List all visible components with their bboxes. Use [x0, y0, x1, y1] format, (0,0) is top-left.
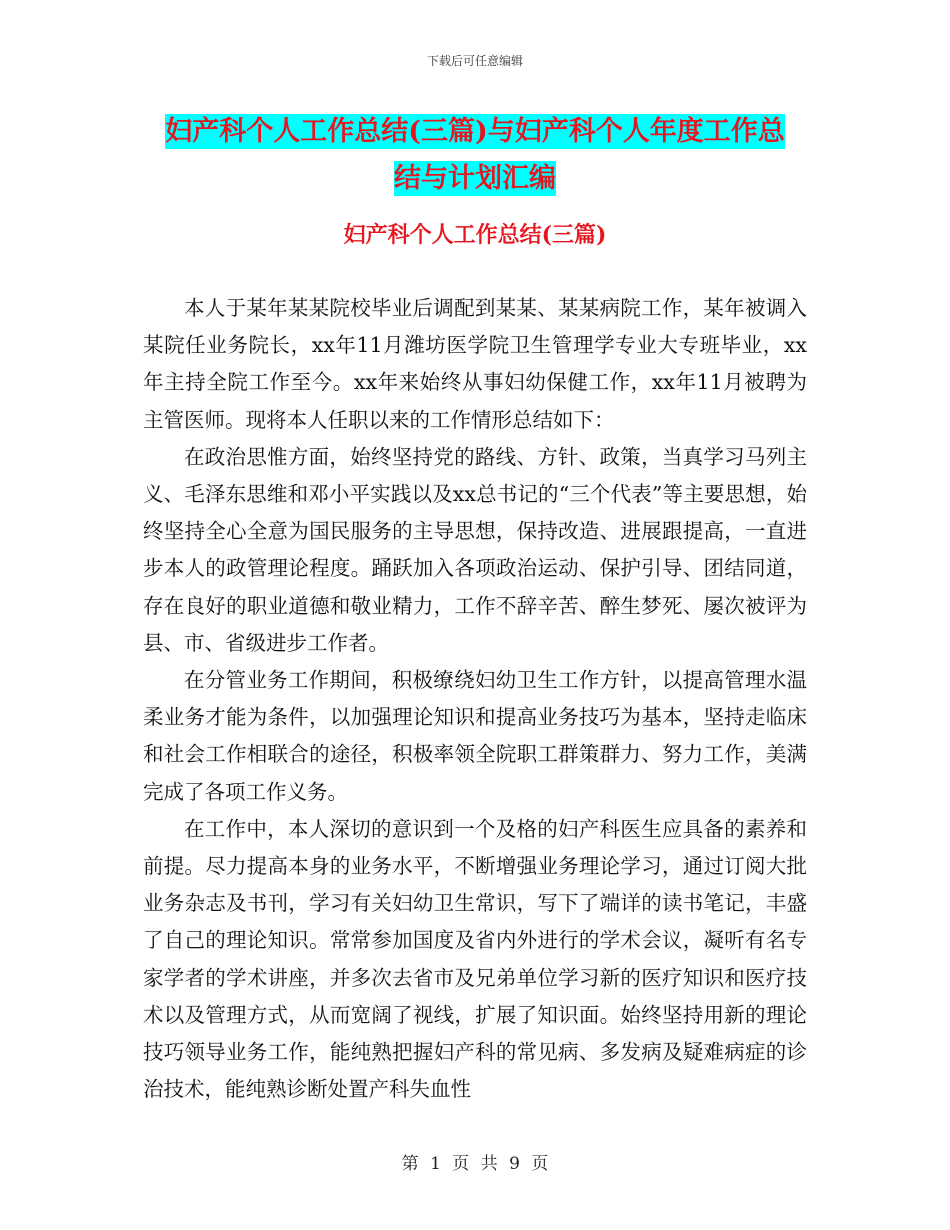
- title-highlight: 结与计划汇编: [394, 163, 556, 194]
- page-header-note: 下载后可任意编辑: [426, 54, 523, 68]
- document-body: [143, 290, 807, 1108]
- section-title: 妇产科个人工作总结(三篇): [343, 222, 607, 248]
- document-title-line-1: [0, 108, 950, 155]
- body-paragraph-2: 在政治思惟方面，始终坚持党的路线、方针、政策，当真学习马列主义、毛泽东思维和邓小平实践以及xx总书记的“三个代表”等主要思想，始终坚持全心全意为国民服务的主导思想，保持改造、进展跟提高，一直进步本人的政管理论程度。踊跃加入各项政治运动、保护引导、团结同道，存在良好的职业道德和敬业精力，工作不辞辛苦、醉生梦死、屡次被评为县、市、省级进步工作者。: [143, 444, 807, 655]
- body-paragraph-3: 在分管业务工作期间，积极缭绕妇幼卫生工作方针，以提高管理水温柔业务才能为条件，以加强理论知识和提高业务技巧为基本，坚持走临床和社会工作相联合的途径，积极率领全院职工群策群力、努力工作，美满完成了各项工作义务。: [143, 668, 807, 804]
- document-title-line-2: [0, 155, 950, 202]
- body-paragraph-4: 在工作中，本人深切的意识到一个及格的妇产科医生应具备的素养和前提。尽力提高本身的业务水平，不断增强业务理论学习，通过订阅大批业务杂志及书刊，学习有关妇幼卫生常识，写下了端详的读书笔记，丰盛了自己的理论知识。常常参加国度及省内外进行的学术会议，凝听有名专家学者的学术讲座，并多次去省市及兄弟单位学习新的医疗知识和医疗技术以及管理方式，从而宽阔了视线，扩展了知识面。始终坚持用新的理论技巧领导业务工作，能纯熟把握妇产科的常见病、多发病及疑难病症的诊治技术，能纯熟诊断处置产科失血性: [143, 816, 807, 1102]
- body-paragraph-1: 本人于某年某某院校毕业后调配到某某、某某病院工作，某年被调入某院任业务院长，xx年11月潍坊医学院卫生管理学专业大专班毕业，xx年主持全院工作至今。xx年来始终从事妇幼保健工作，xx年11月被聘为主管医师。现将本人任职以来的工作情形总结如下：: [143, 296, 807, 432]
- title-highlight: 妇产科个人工作总结(三篇)与妇产科个人年度工作总: [165, 116, 785, 147]
- document-title: [0, 108, 950, 202]
- page-number: 第 1 页 共 9 页: [401, 1154, 549, 1174]
